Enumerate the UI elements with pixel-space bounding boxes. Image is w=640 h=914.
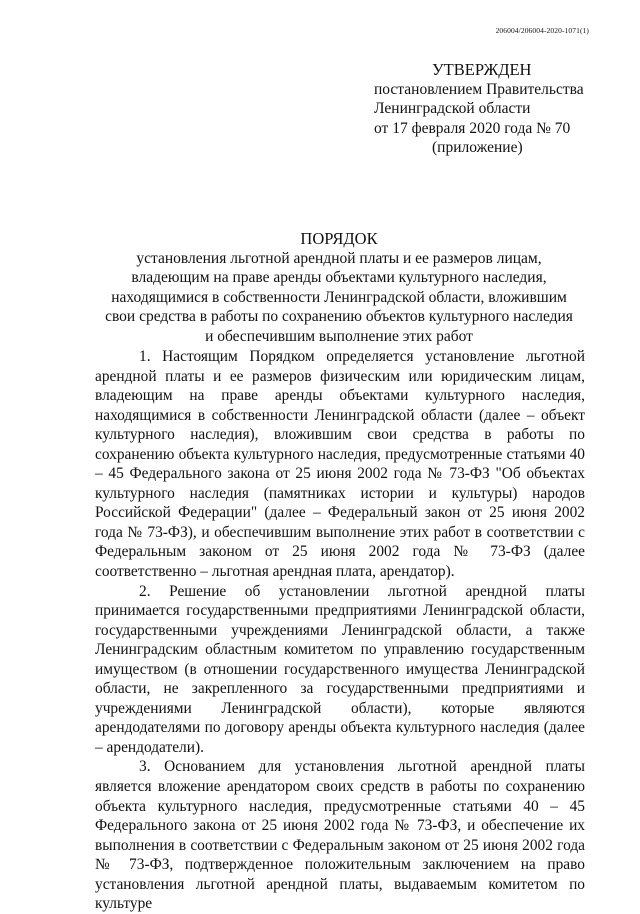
document-body — [95, 347, 585, 914]
approval-line-3: от 17 февраля 2020 года № 70 — [374, 119, 571, 137]
paragraph-2: 2. Решение об установлении льготной арендной платы принимается государственными предприятиями Ленинградской области, государственными учреждениями Ленинградской области, а также Ленинградским областным комитетом по управлению государственным имуществом (в отношении государственного имущества Ленинградской области, не закрепленного за государственными предприятиями и учреждениями Ленинградской области), которые являются арендодателями по договору аренды объекта культурного наследия (далее – арендодатели). — [95, 582, 585, 756]
document-title: ПОРЯДОК — [300, 229, 378, 248]
paragraph-3: 3. Основанием для установления льготной арендной платы является вложение арендатором своих средств в работы по сохранению объекта культурного наследия, предусмотренные статьями 40 – 45 Федерального закона от 25 июня 2002 года № 73-ФЗ, и обеспечение их выполнения в соответствии с Федеральным законом от 25 июня 2002 года № 73-ФЗ, подтвержденное положительным заключением на право установления льготной арендной платы, выдаваемым комитетом по культуре — [95, 758, 585, 913]
approval-annex: (приложение) — [432, 139, 523, 156]
document-subtitle-line: установления льготной арендной платы и ее размеров лицам, — [136, 249, 542, 267]
document-subtitle-line: находящимися в собственности Ленинградской области, вложившим — [111, 288, 567, 306]
document-subtitle-line: владеющим на праве аренды объектами культурного наследия, — [131, 269, 547, 287]
document-subtitle-line: свои средства в работы по сохранению объектов культурного наследия — [105, 308, 573, 326]
approval-line-1: постановлением Правительства — [374, 80, 584, 98]
document-code: 206004/206004-2020-1071(1) — [495, 26, 589, 35]
paragraph-1: 1. Настоящим Порядком определяется установление льготной арендной платы и ее размеров физическим или юридическим лицам, владеющим на праве аренды объектами культурного наследия, находящимися в собственности Ленинградской области (далее – объект культурного наследия), вложившим свои средства в работы по сохранению объекта культурного наследия, предусмотренные статьями 40 – 45 Федерального закона от 25 июня 2002 года № 73-ФЗ "Об объектах культурного наследия (памятниках истории и культуры) народов Российской Федерации" (далее – Федеральный закон от 25 июня 2002 года № 73-ФЗ), и обеспечившим выполнение этих работ в соответствии с Федеральным законом от 25 июня 2002 года № 73-ФЗ (далее соответственно – льготная арендная плата, арендатор). — [95, 348, 585, 581]
approval-stamp — [374, 60, 584, 158]
approval-line-2: Ленинградской области — [374, 100, 531, 117]
document-subtitle-line: и обеспечившим выполнение этих работ — [205, 327, 473, 345]
document-title-block — [95, 229, 583, 347]
approval-title: УТВЕРЖДЕН — [432, 60, 532, 79]
